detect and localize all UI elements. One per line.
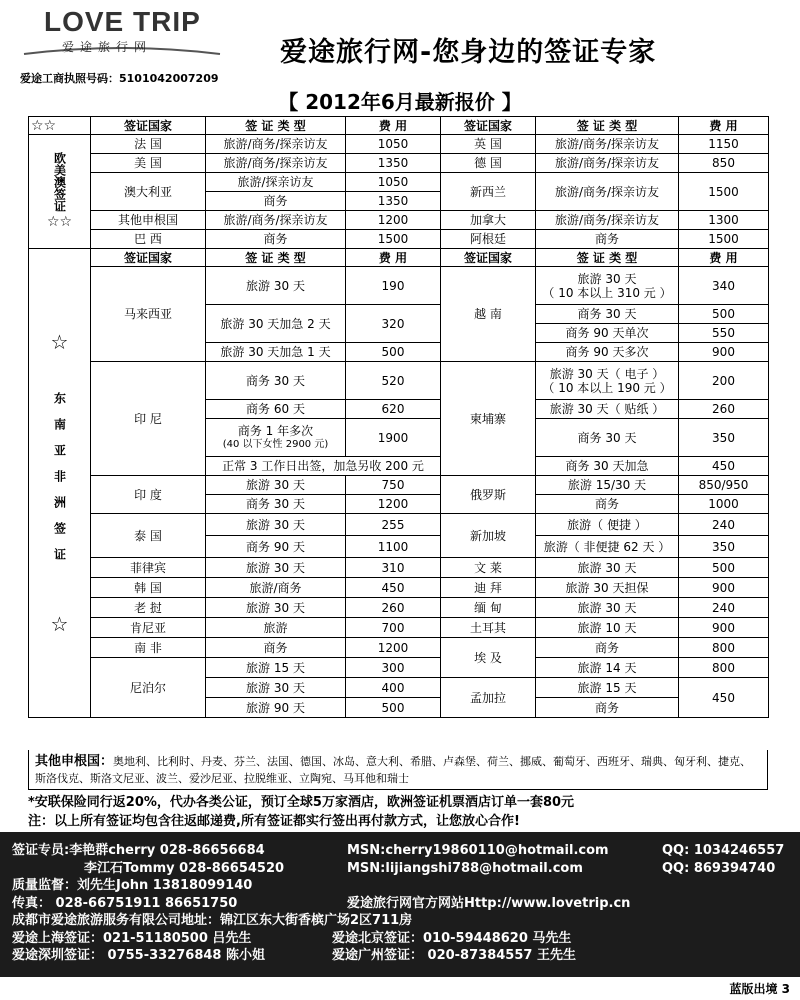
country: 新西兰 bbox=[441, 173, 536, 211]
fee: 500 bbox=[346, 698, 441, 718]
other-schengen-list: 奥地利、比利时、丹麦、芬兰、法国、德国、冰岛、意大利、希腊、卢森堡、荷兰、挪威、葡萄牙、西班牙、瑞典、匈牙利、捷克、斯洛伐克、斯洛文尼亚、波兰、爱沙尼亚、拉脱维亚、立陶宛、马耳他和瑞士 bbox=[35, 755, 752, 785]
table-row bbox=[29, 514, 769, 536]
table-row bbox=[29, 618, 769, 638]
contact-line bbox=[12, 912, 788, 930]
contact-text: 签证专员:李艳群cherry 028-86656684 bbox=[12, 843, 265, 858]
col-country: 签证国家 bbox=[91, 249, 206, 267]
col-type: 签 证 类 型 bbox=[206, 117, 346, 135]
region-sea-text: 东南亚非洲签证 bbox=[52, 392, 67, 574]
visa-type: 旅游/探亲访友 bbox=[206, 173, 346, 192]
fee: 450 bbox=[346, 578, 441, 598]
fee: 310 bbox=[346, 558, 441, 578]
table-row bbox=[29, 173, 769, 192]
page-footer: 蓝版出境 3 bbox=[729, 982, 790, 996]
table-row bbox=[29, 362, 769, 400]
fee: 320 bbox=[346, 305, 441, 343]
fee: 900 bbox=[679, 343, 769, 362]
visa-type bbox=[536, 362, 679, 400]
fee: 450 bbox=[679, 457, 769, 476]
contact-text: 质量监督：刘先生John 13818099140 bbox=[12, 878, 253, 893]
contact-address: 成都市爱途旅游服务有限公司地址：锦江区东大街香槟广场2区711房 bbox=[12, 913, 413, 928]
country: 南 非 bbox=[91, 638, 206, 658]
visa-type: 商务 bbox=[536, 698, 679, 718]
header bbox=[0, 0, 800, 120]
contact-line bbox=[12, 947, 788, 965]
fee: 350 bbox=[679, 419, 769, 457]
visa-type: 旅游/商务/探亲访友 bbox=[206, 154, 346, 173]
fee: 750 bbox=[346, 476, 441, 495]
visa-type-line: 旅游 30 天（ 电子 ） bbox=[549, 366, 665, 381]
fee: 1350 bbox=[346, 192, 441, 211]
contact-text: 爱途北京签证：010-59448620 马先生 bbox=[332, 930, 572, 946]
visa-type: 商务 30 天加急 bbox=[536, 457, 679, 476]
visa-type: 旅游/商务/探亲访友 bbox=[536, 173, 679, 211]
fee: 550 bbox=[679, 324, 769, 343]
contact-text: 爱途深圳签证： 0755-33276848 陈小姐 bbox=[12, 948, 265, 963]
fee: 190 bbox=[346, 267, 441, 305]
col-country: 签证国家 bbox=[91, 117, 206, 135]
table-header-row bbox=[29, 117, 769, 135]
visa-type: 旅游/商务 bbox=[206, 578, 346, 598]
table-row bbox=[29, 658, 769, 678]
fee: 1050 bbox=[346, 173, 441, 192]
fee: 200 bbox=[679, 362, 769, 400]
country: 土耳其 bbox=[441, 618, 536, 638]
note-line: *安联保险同行返20%，代办各类公证，预订全球5万家酒店，欧洲签证机票酒店订单一套80元 bbox=[28, 795, 575, 810]
col-fee: 费 用 bbox=[346, 117, 441, 135]
fee: 1200 bbox=[346, 495, 441, 514]
star-icon: ☆ bbox=[50, 612, 69, 636]
fee: 1000 bbox=[679, 495, 769, 514]
visa-type: 旅游 30 天（ 贴纸 ） bbox=[536, 400, 679, 419]
fee: 1200 bbox=[346, 638, 441, 658]
table-row bbox=[29, 558, 769, 578]
fee: 1300 bbox=[679, 211, 769, 230]
star-icon: ☆ bbox=[50, 330, 69, 354]
table-row bbox=[29, 638, 769, 658]
country: 韩 国 bbox=[91, 578, 206, 598]
region-west-text: 欧美澳签证 bbox=[52, 151, 67, 212]
other-schengen-countries bbox=[28, 750, 768, 790]
country: 孟加拉 bbox=[441, 678, 536, 718]
visa-type: 旅游/商务/探亲访友 bbox=[206, 135, 346, 154]
col-country-2: 签证国家 bbox=[441, 249, 536, 267]
col-fee-2: 费 用 bbox=[679, 117, 769, 135]
country: 印 度 bbox=[91, 476, 206, 514]
visa-type: 旅游 30 天加急 2 天 bbox=[206, 305, 346, 343]
fee: 500 bbox=[679, 558, 769, 578]
contact-text: 爱途广州签证： 020-87384557 王先生 bbox=[332, 948, 576, 963]
visa-type: 旅游（ 非便捷 62 天 ） bbox=[536, 536, 679, 558]
fee: 260 bbox=[679, 400, 769, 419]
country: 俄罗斯 bbox=[441, 476, 536, 514]
visa-type: 旅游/商务/探亲访友 bbox=[536, 211, 679, 230]
region-west-label bbox=[29, 135, 91, 249]
contact-qq: QQ: 869394740 bbox=[662, 860, 776, 876]
visa-type: 旅游 15 天 bbox=[536, 678, 679, 698]
fee: 800 bbox=[679, 658, 769, 678]
contact-panel bbox=[0, 832, 800, 977]
country: 迪 拜 bbox=[441, 578, 536, 598]
col-type: 签 证 类 型 bbox=[206, 249, 346, 267]
visa-type: 商务 bbox=[206, 192, 346, 211]
other-schengen-label: 其他申根国： bbox=[35, 754, 114, 769]
visa-type: 旅游 30 天 bbox=[536, 598, 679, 618]
fee: 1500 bbox=[346, 230, 441, 249]
contact-website: 爱途旅行网官方网站Http://www.lovetrip.cn bbox=[347, 895, 631, 911]
country: 印 尼 bbox=[91, 362, 206, 476]
table-row bbox=[29, 578, 769, 598]
star-icon: ☆☆ bbox=[46, 213, 73, 230]
visa-type: 旅游 30 天 bbox=[206, 514, 346, 536]
col-country-2: 签证国家 bbox=[441, 117, 536, 135]
contact-line bbox=[12, 860, 788, 878]
table-subheader-row bbox=[29, 249, 769, 267]
country: 德 国 bbox=[441, 154, 536, 173]
visa-type: 商务 bbox=[536, 638, 679, 658]
country: 菲律宾 bbox=[91, 558, 206, 578]
visa-type: 旅游 30 天担保 bbox=[536, 578, 679, 598]
fee: 300 bbox=[346, 658, 441, 678]
indonesia-note: 正常 3 工作日出签，加急另收 200 元 bbox=[206, 457, 441, 476]
fee: 500 bbox=[346, 343, 441, 362]
visa-type: 商务 30 天 bbox=[206, 362, 346, 400]
contact-qq: QQ: 1034246557 bbox=[662, 843, 785, 858]
contact-line bbox=[12, 842, 788, 860]
table-row bbox=[29, 211, 769, 230]
visa-type: 商务 bbox=[536, 230, 679, 249]
col-type-2: 签 证 类 型 bbox=[536, 249, 679, 267]
fee: 1200 bbox=[346, 211, 441, 230]
star-icon: ☆☆ bbox=[29, 117, 91, 135]
fee: 1500 bbox=[679, 173, 769, 211]
logo-cn-text: 爱途旅行网 bbox=[62, 40, 153, 54]
fee: 900 bbox=[679, 578, 769, 598]
country: 埃 及 bbox=[441, 638, 536, 678]
col-type-2: 签 证 类 型 bbox=[536, 117, 679, 135]
visa-type: 商务 90 天 bbox=[206, 536, 346, 558]
visa-type: 商务 bbox=[206, 638, 346, 658]
fee: 500 bbox=[679, 305, 769, 324]
fee: 255 bbox=[346, 514, 441, 536]
contact-line bbox=[12, 930, 788, 948]
country: 柬埔寨 bbox=[441, 362, 536, 476]
country: 泰 国 bbox=[91, 514, 206, 558]
visa-type-line: 商务 1 年多次 bbox=[237, 423, 314, 438]
visa-type: 旅游/商务/探亲访友 bbox=[536, 154, 679, 173]
business-license: 爱途工商执照号码：5101042007209 bbox=[20, 72, 219, 85]
fee: 350 bbox=[679, 536, 769, 558]
country: 文 莱 bbox=[441, 558, 536, 578]
col-fee-2: 费 用 bbox=[679, 249, 769, 267]
visa-type bbox=[536, 267, 679, 305]
col-fee: 费 用 bbox=[346, 249, 441, 267]
country: 澳大利亚 bbox=[91, 173, 206, 211]
contact-text: 李江石Tommy 028-86654520 bbox=[84, 860, 285, 876]
contact-fax: 传真： 028-66751911 86651750 bbox=[12, 895, 238, 911]
logo-text: LOVE TRIP bbox=[44, 6, 201, 37]
country: 巴 西 bbox=[91, 230, 206, 249]
visa-type: 旅游 30 天 bbox=[536, 558, 679, 578]
country: 阿根廷 bbox=[441, 230, 536, 249]
logo bbox=[22, 6, 222, 66]
fee: 520 bbox=[346, 362, 441, 400]
visa-type: 商务 60 天 bbox=[206, 400, 346, 419]
country: 马来西亚 bbox=[91, 267, 206, 362]
visa-type: 旅游 30 天 bbox=[206, 598, 346, 618]
country: 法 国 bbox=[91, 135, 206, 154]
visa-type: 商务 30 天 bbox=[536, 419, 679, 457]
visa-type: 旅游 bbox=[206, 618, 346, 638]
country: 加拿大 bbox=[441, 211, 536, 230]
price-date-subtitle: 【 2012年6月最新报价 】 bbox=[278, 90, 522, 114]
fee: 240 bbox=[679, 598, 769, 618]
fee: 850 bbox=[679, 154, 769, 173]
visa-type: 旅游 15 天 bbox=[206, 658, 346, 678]
table-row bbox=[29, 476, 769, 495]
fee: 1050 bbox=[346, 135, 441, 154]
country: 尼泊尔 bbox=[91, 658, 206, 718]
fee: 240 bbox=[679, 514, 769, 536]
visa-type: 旅游 14 天 bbox=[536, 658, 679, 678]
visa-type: 旅游/商务/探亲访友 bbox=[536, 135, 679, 154]
visa-type: 旅游 90 天 bbox=[206, 698, 346, 718]
visa-type: 商务 90 天多次 bbox=[536, 343, 679, 362]
contact-msn: MSN:lijiangshi788@hotmail.com bbox=[347, 860, 583, 876]
visa-type-note: （ 10 本以上 190 元 ） bbox=[542, 380, 672, 395]
fee: 400 bbox=[346, 678, 441, 698]
table-row bbox=[29, 230, 769, 249]
visa-type: 商务 30 天 bbox=[536, 305, 679, 324]
fee: 850/950 bbox=[679, 476, 769, 495]
visa-type bbox=[206, 419, 346, 457]
country: 越 南 bbox=[441, 267, 536, 362]
visa-type: 旅游 30 天 bbox=[206, 476, 346, 495]
visa-type: 旅游 30 天 bbox=[206, 678, 346, 698]
visa-type: 旅游 30 天 bbox=[206, 267, 346, 305]
visa-type: 旅游（ 便捷 ） bbox=[536, 514, 679, 536]
fee: 900 bbox=[679, 618, 769, 638]
contact-msn: MSN:cherry19860110@hotmail.com bbox=[347, 843, 609, 858]
price-table bbox=[28, 116, 769, 718]
fee: 700 bbox=[346, 618, 441, 638]
contact-text: 爱途上海签证：021-51180500 吕先生 bbox=[12, 930, 252, 946]
visa-type: 旅游 15/30 天 bbox=[536, 476, 679, 495]
fee: 1150 bbox=[679, 135, 769, 154]
fee: 1900 bbox=[346, 419, 441, 457]
fee: 800 bbox=[679, 638, 769, 658]
visa-type: 旅游/商务/探亲访友 bbox=[206, 211, 346, 230]
visa-type: 商务 bbox=[536, 495, 679, 514]
page-title: 爱途旅行网-您身边的签证专家 bbox=[280, 37, 657, 68]
table-row bbox=[29, 598, 769, 618]
fee: 1500 bbox=[679, 230, 769, 249]
visa-type-note: （ 10 本以上 310 元 ） bbox=[542, 285, 672, 300]
country: 英 国 bbox=[441, 135, 536, 154]
visa-type: 旅游 30 天 bbox=[206, 558, 346, 578]
visa-type-line: 旅游 30 天 bbox=[577, 271, 637, 286]
fee: 620 bbox=[346, 400, 441, 419]
note-line: 注：以上所有签证均包含往返邮递费,所有签证都实行签出再付款方式，让您放心合作! bbox=[28, 814, 520, 829]
table-row bbox=[29, 154, 769, 173]
visa-type: 旅游 30 天加急 1 天 bbox=[206, 343, 346, 362]
notes bbox=[28, 793, 788, 831]
region-sea-label bbox=[29, 249, 91, 718]
fee: 1100 bbox=[346, 536, 441, 558]
fee: 450 bbox=[679, 678, 769, 718]
country: 其他申根国 bbox=[91, 211, 206, 230]
visa-type: 旅游 10 天 bbox=[536, 618, 679, 638]
visa-type-note: (40 以下女性 2900 元) bbox=[222, 438, 329, 450]
visa-type: 商务 30 天 bbox=[206, 495, 346, 514]
visa-type: 商务 90 天单次 bbox=[536, 324, 679, 343]
country: 美 国 bbox=[91, 154, 206, 173]
table-row bbox=[29, 267, 769, 305]
table-row bbox=[29, 135, 769, 154]
country: 肯尼亚 bbox=[91, 618, 206, 638]
contact-line bbox=[12, 895, 788, 913]
fee: 260 bbox=[346, 598, 441, 618]
country: 老 挝 bbox=[91, 598, 206, 618]
country: 缅 甸 bbox=[441, 598, 536, 618]
fee: 1350 bbox=[346, 154, 441, 173]
visa-type: 商务 bbox=[206, 230, 346, 249]
country: 新加坡 bbox=[441, 514, 536, 558]
contact-line bbox=[12, 877, 788, 895]
fee: 340 bbox=[679, 267, 769, 305]
